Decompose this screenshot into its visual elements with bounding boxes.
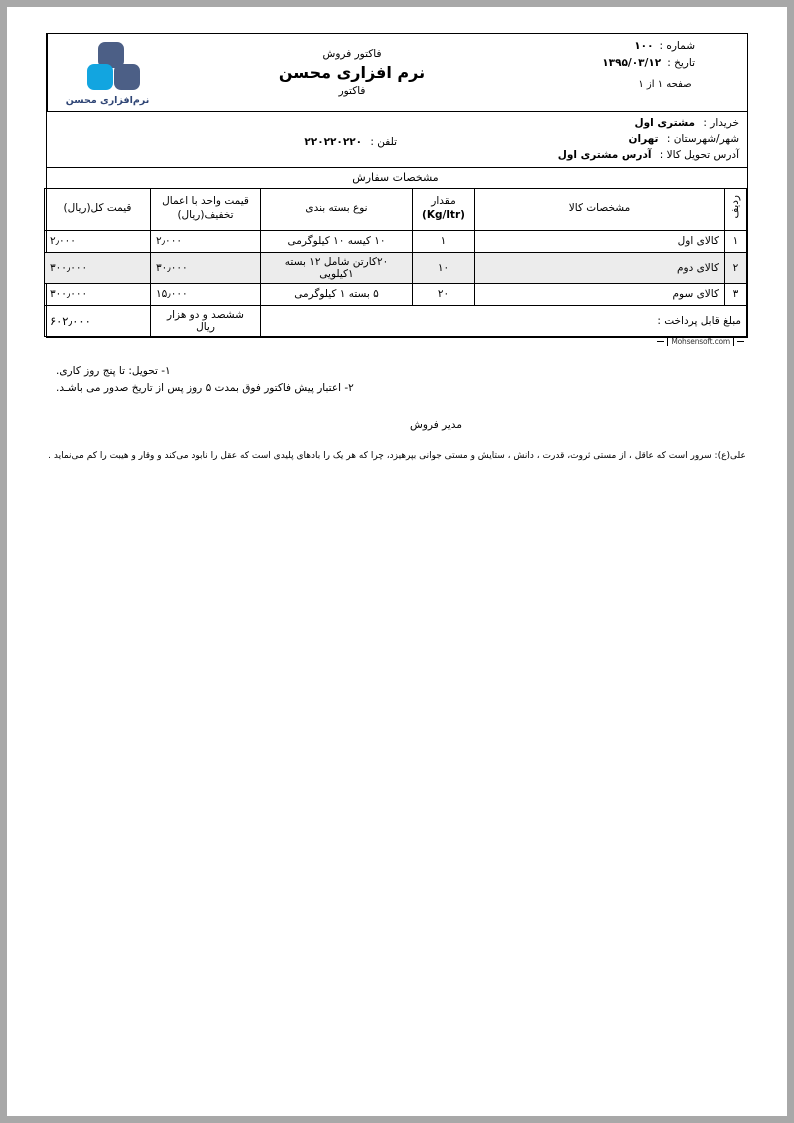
column-header-unit-price: قیمت واحد با اعمال تخفیف(ریال) <box>151 188 261 230</box>
column-header-quantity <box>413 188 475 230</box>
cell-quantity: ۱ <box>413 230 475 252</box>
watermark-bar-right-icon <box>737 341 744 342</box>
cell-unit-price: ۲٫۰۰۰ <box>151 230 261 252</box>
cell-row-no: ۲ <box>725 252 747 283</box>
buyer-line <box>47 117 739 129</box>
watermark-strip <box>46 337 748 351</box>
cell-quantity: ۲۰ <box>413 283 475 305</box>
cell-description: کالای سوم <box>475 283 725 305</box>
invoice-date-value: ۱۳۹۵/۰۳/۱۲ <box>602 57 662 69</box>
column-header-packaging: نوع بسته بندی <box>261 188 413 230</box>
table-section-title-row <box>44 168 746 188</box>
invoice-date-label: تاریخ : <box>667 57 695 69</box>
company-logo <box>47 34 167 111</box>
phone-line <box>304 136 397 148</box>
watermark-tick-right-icon <box>733 337 734 346</box>
customer-block <box>47 112 747 168</box>
grand-total-row <box>44 305 746 336</box>
order-section-title: مشخصات سفارش <box>44 168 746 188</box>
cell-total-price: ۲٫۰۰۰ <box>44 230 150 252</box>
table-header-row <box>44 188 746 230</box>
footer-quote: علی(ع): سرور است که عاقل ، از مستی ثروت، قدرت ، دانش ، ستایش و مستی جوانی بپرهیزد، چرا که هر یک را بادهای پلیدی است که عقل را نابود می‌کند و وقار و هیبت را کم می‌نماید . <box>48 451 746 462</box>
phone-value: ۲۲۰۲۲۰۲۲۰ <box>304 136 363 148</box>
address-value: آدرس مشتری اول <box>557 149 652 161</box>
watermark-tick-left-icon <box>667 337 668 346</box>
watermark-inner <box>657 337 744 346</box>
invoice-subtitle-top: فاکتور فروش <box>322 48 382 60</box>
watermark-bar-left-icon <box>657 341 664 342</box>
column-header-description: مشخصات کالا <box>475 188 725 230</box>
phone-label: تلفن : <box>370 136 397 148</box>
terms-note-item: ۱- تحویل: تا پنج روز کاری. <box>56 364 171 377</box>
table-row <box>44 283 746 305</box>
address-label: آدرس تحویل کالا : <box>659 149 739 161</box>
column-header-total-price: قیمت کل(ریال) <box>44 188 150 230</box>
cell-total-price: ۳۰۰٫۰۰۰ <box>44 283 150 305</box>
table-row <box>44 230 746 252</box>
cell-description: کالای دوم <box>475 252 725 283</box>
cell-packaging: ۱۰ کیسه ۱۰ کیلوگرمی <box>261 230 413 252</box>
cell-unit-price: ۱۵٫۰۰۰ <box>151 283 261 305</box>
logo-square-right-icon <box>114 64 140 90</box>
logo-wordmark: نرم‌افزار‌ی محسن <box>65 94 150 106</box>
invoice-sheet <box>46 33 748 464</box>
cell-packaging: ۵ بسته ۱ کیلوگرمی <box>261 283 413 305</box>
company-name: نرم افزاری محسن <box>278 63 426 82</box>
cell-unit-price: ۳۰٫۰۰۰ <box>151 252 261 283</box>
cell-description: کالای اول <box>475 230 725 252</box>
invoice-header <box>47 34 747 112</box>
invoice-number-row <box>547 40 747 52</box>
cell-total-price: ۳۰۰٫۰۰۰ <box>44 252 150 283</box>
invoice-title-block <box>167 34 537 111</box>
page-indicator: صفحه ۱ از ۱ <box>638 79 692 90</box>
invoice-subtitle-bottom: فاکتور <box>338 85 366 97</box>
grand-total-value: ۶۰۲٫۰۰۰ <box>44 305 150 336</box>
cell-row-no: ۱ <box>725 230 747 252</box>
order-items-table <box>44 168 747 337</box>
invoice-number-label: شماره : <box>659 40 695 52</box>
city-value: تهران <box>628 133 659 145</box>
invoice-page <box>7 7 787 1116</box>
invoice-date-row <box>547 57 747 69</box>
table-body <box>44 230 746 336</box>
invoice-meta <box>537 34 747 111</box>
invoice-number-value: ۱۰۰ <box>634 40 654 52</box>
watermark-text: Mohsensoft.com <box>671 336 730 346</box>
table-row <box>44 252 746 283</box>
signature-label: مدیر فروش <box>410 419 462 432</box>
grand-total-words: ششصد و دو هزار ریال <box>151 305 261 336</box>
logo-square-accent-icon <box>87 64 113 90</box>
grand-total-label: مبلغ قابل پرداخت : <box>261 305 747 336</box>
column-header-quantity-unit: (Kg/ltr) <box>422 209 465 221</box>
cell-packaging: ۲۰کارتن شامل ۱۲ بسته ۱کیلویی <box>261 252 413 283</box>
column-header-row-no <box>725 188 747 230</box>
city-label: شهر/شهرستان : <box>666 133 739 145</box>
invoice-frame <box>46 33 748 338</box>
address-line <box>47 149 739 161</box>
buyer-value: مشتری اول <box>634 117 696 129</box>
terms-notes <box>46 363 748 398</box>
column-header-quantity-text: مقدار <box>431 195 456 208</box>
cell-row-no: ۳ <box>725 283 747 305</box>
cell-quantity: ۱۰ <box>413 252 475 283</box>
terms-note-item: ۲- اعتبار پیش فاکتور فوق بمدت ۵ روز پس از تاریخ صدور می باشـد. <box>56 381 354 394</box>
column-header-row-no-text: ردیف <box>729 194 742 219</box>
logo-squares-icon <box>76 42 140 92</box>
buyer-label: خریدار : <box>703 117 739 129</box>
